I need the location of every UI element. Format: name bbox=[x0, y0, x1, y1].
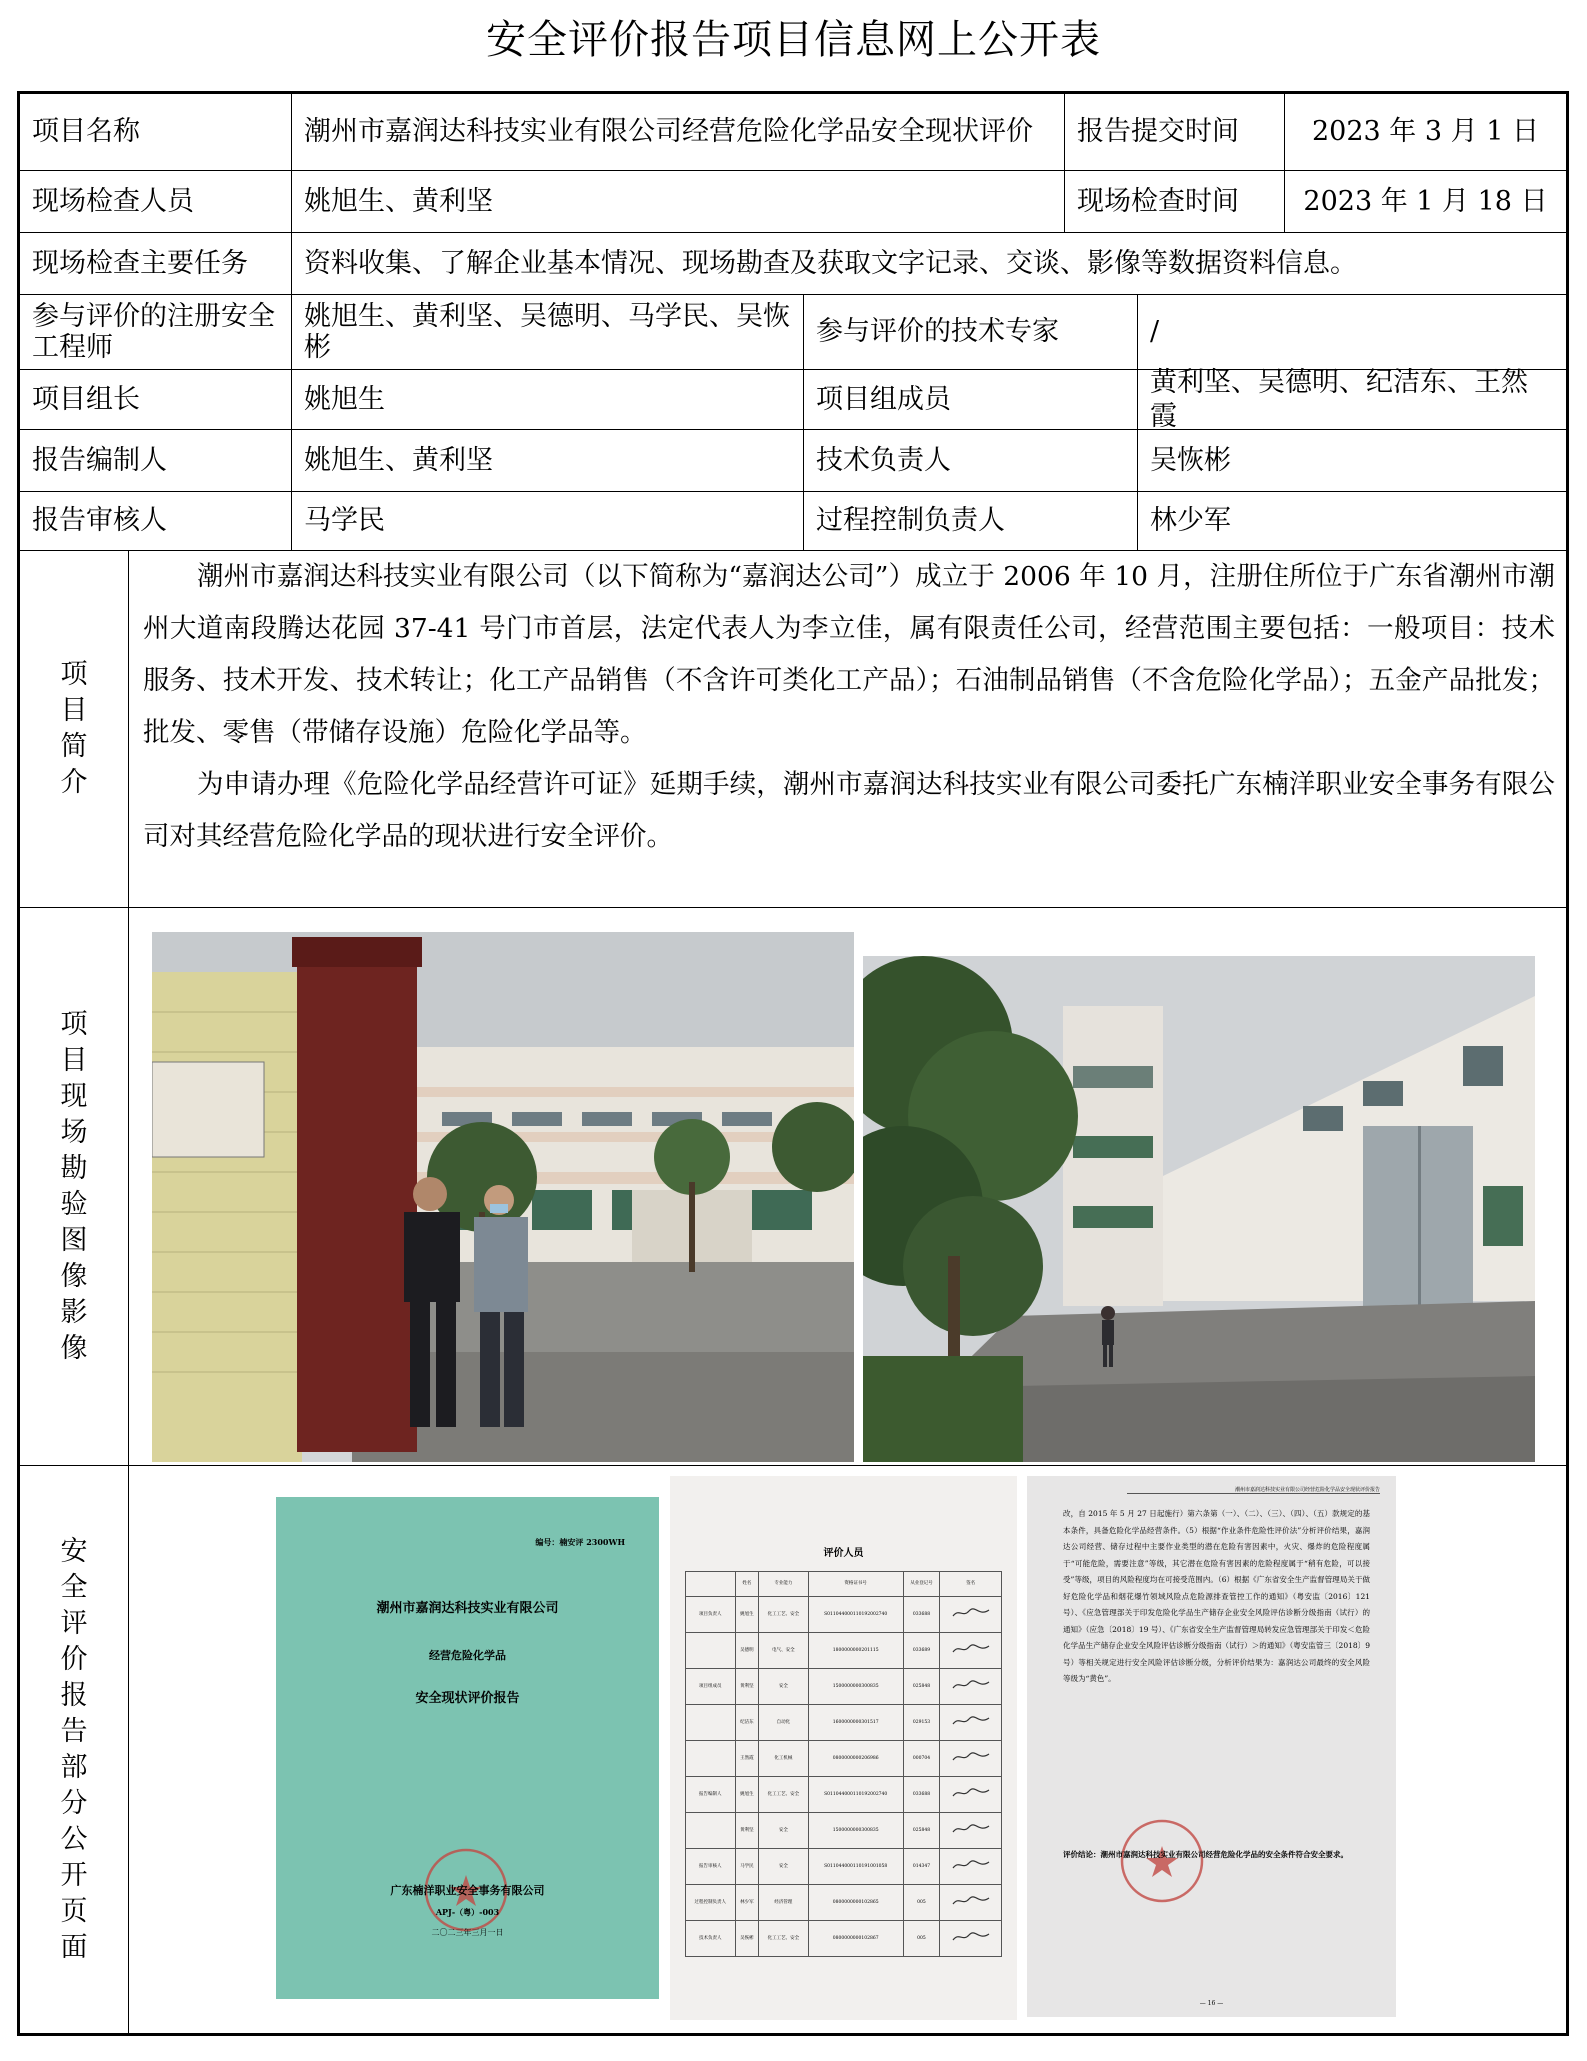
staff-cell: 025848 bbox=[903, 1669, 940, 1705]
members-value: 黄利坚、吴德明、纪洁东、王然霞 bbox=[1138, 370, 1566, 430]
staff-cell: 黄利坚 bbox=[735, 1669, 759, 1705]
staff-cell: 化工机械 bbox=[759, 1741, 809, 1777]
staff-table bbox=[685, 1571, 1002, 1957]
signature-cell bbox=[940, 1921, 1002, 1957]
staff-cell: 005 bbox=[903, 1921, 940, 1957]
staff-cell bbox=[686, 1813, 736, 1849]
staff-row bbox=[686, 1669, 1002, 1705]
staff-header-cell: 姓名 bbox=[735, 1572, 759, 1597]
staff-cell bbox=[686, 1633, 736, 1669]
staff-row bbox=[686, 1633, 1002, 1669]
staff-cell: 电气、安全 bbox=[759, 1633, 809, 1669]
staff-cell: 0800000000102865 bbox=[808, 1885, 903, 1921]
project-name-label: 项目名称 bbox=[20, 94, 292, 171]
staff-cell: 自动化 bbox=[759, 1705, 809, 1741]
staff-row bbox=[686, 1705, 1002, 1741]
pages-label-cell bbox=[20, 1466, 129, 2033]
tech-lead-label: 技术负责人 bbox=[804, 430, 1138, 492]
staff-row bbox=[686, 1741, 1002, 1777]
intro-text bbox=[129, 551, 1569, 908]
staff-cell: 林少军 bbox=[735, 1885, 759, 1921]
staff-cell: 安全 bbox=[759, 1849, 809, 1885]
reviewer-label: 报告审核人 bbox=[20, 492, 292, 551]
intro-paragraph-1: 潮州市嘉润达科技实业有限公司（以下简称为“嘉润达公司”）成立于 2006 年 10 月，注册住所位于广东省潮州市潮州大道南段腾达花园 37-41 号门市首层，法定代表人为李立佳，属有限责任公司，经营范围主要包括：一般项目：技术服务、技术开发、技术转让；化工产品销售（不含许可类化工产品）；石油制品销售（不含危险化学品）；五金产品批发；批发、零售（带储存设施）危险化学品等。 bbox=[143, 561, 1555, 748]
cover-subtitle: 经营危险化学品 bbox=[429, 1649, 506, 1662]
staff-header-cell: 签名 bbox=[940, 1572, 1002, 1597]
tasks-label: 现场检查主要任务 bbox=[20, 233, 292, 295]
staff-header-cell: 资格证书号 bbox=[808, 1572, 903, 1597]
leader-value: 姚旭生 bbox=[292, 370, 804, 430]
submit-time-value: 2023 年 3 月 1 日 bbox=[1285, 94, 1566, 171]
cover-report-title: 安全现状评价报告 bbox=[415, 1691, 520, 1706]
staff-cell: 化工工艺、安全 bbox=[759, 1777, 809, 1813]
signature-cell bbox=[940, 1849, 1002, 1885]
staff-cell: 黄利坚 bbox=[735, 1813, 759, 1849]
staff-cell: 005 bbox=[903, 1885, 940, 1921]
staff-cell: 1500000000300835 bbox=[808, 1813, 903, 1849]
staff-row bbox=[686, 1597, 1002, 1633]
signature-cell bbox=[940, 1885, 1002, 1921]
staff-row bbox=[686, 1777, 1002, 1813]
staff-cell: 安全 bbox=[759, 1813, 809, 1849]
staff-cell: 033689 bbox=[903, 1633, 940, 1669]
inspect-time-label: 现场检查时间 bbox=[1065, 171, 1285, 233]
staff-row bbox=[686, 1885, 1002, 1921]
staff-cell: 化工工艺、安全 bbox=[759, 1921, 809, 1957]
site-photo-courtyard bbox=[863, 956, 1535, 1462]
staff-cell: 报告编制人 bbox=[686, 1777, 736, 1813]
cover-date: 二〇二三年三月一日 bbox=[431, 1928, 504, 1937]
staff-cell: 纪洁东 bbox=[735, 1705, 759, 1741]
staff-cell: 经济管理 bbox=[759, 1885, 809, 1921]
staff-cell: 025848 bbox=[903, 1813, 940, 1849]
staff-cell: 033688 bbox=[903, 1597, 940, 1633]
staff-cell: 姚旭生 bbox=[735, 1597, 759, 1633]
staff-cell: 王然霞 bbox=[735, 1741, 759, 1777]
staff-cell: 马学民 bbox=[735, 1849, 759, 1885]
conclusion-header: 潮州市嘉润达科技实业有限公司经营危险化学品安全现状评价报告 bbox=[1127, 1486, 1380, 1494]
intro-label-cell bbox=[20, 551, 129, 908]
staff-row bbox=[686, 1813, 1002, 1849]
staff-cell: 0800000000102867 bbox=[808, 1921, 903, 1957]
members-label: 项目组成员 bbox=[804, 370, 1138, 430]
process-lead-value: 林少军 bbox=[1138, 492, 1566, 551]
report-staff-page bbox=[670, 1476, 1017, 2020]
staff-cell: 吴德明 bbox=[735, 1633, 759, 1669]
experts-value: / bbox=[1138, 295, 1566, 370]
inspectors-label: 现场检查人员 bbox=[20, 171, 292, 233]
staff-cell: 技术负责人 bbox=[686, 1921, 736, 1957]
staff-cell: 安全 bbox=[759, 1669, 809, 1705]
staff-cell bbox=[686, 1741, 736, 1777]
page-title: 安全评价报告项目信息网上公开表 bbox=[486, 17, 1101, 63]
photos-label-cell bbox=[20, 908, 129, 1466]
staff-cell: 报告审核人 bbox=[686, 1849, 736, 1885]
signature-cell bbox=[940, 1777, 1002, 1813]
staff-cell: 000704 bbox=[903, 1741, 940, 1777]
report-conclusion-page bbox=[1027, 1476, 1396, 2017]
signature-cell bbox=[940, 1597, 1002, 1633]
cover-issuer: 广东楠洋职业安全事务有限公司 bbox=[390, 1884, 545, 1897]
reviewer-value: 马学民 bbox=[292, 492, 804, 551]
staff-cell: 014347 bbox=[903, 1849, 940, 1885]
signature-cell bbox=[940, 1705, 1002, 1741]
staff-header-cell: 从业登记号 bbox=[903, 1572, 940, 1597]
staff-cell: S011044000110191001058 bbox=[808, 1849, 903, 1885]
submit-time-label: 报告提交时间 bbox=[1065, 94, 1285, 171]
info-table bbox=[17, 91, 1569, 2036]
staff-header-cell: 专业能力 bbox=[759, 1572, 809, 1597]
staff-cell: 过程控制负责人 bbox=[686, 1885, 736, 1921]
photos-label: 项目现场勘验图像影像 bbox=[60, 1008, 88, 1364]
signature-cell bbox=[940, 1813, 1002, 1849]
signature-cell bbox=[940, 1669, 1002, 1705]
signature-cell bbox=[940, 1741, 1002, 1777]
staff-cell: 项目组成员 bbox=[686, 1669, 736, 1705]
intro-label: 项目简介 bbox=[60, 659, 88, 798]
staff-cell: S011044000110192002740 bbox=[808, 1597, 903, 1633]
staff-cell: 化工工艺、安全 bbox=[759, 1597, 809, 1633]
cover-cert: APJ-（粤）-003 bbox=[435, 1907, 500, 1917]
staff-cell: 1600000000301517 bbox=[808, 1705, 903, 1741]
staff-cell: 029153 bbox=[903, 1705, 940, 1741]
staff-row bbox=[686, 1921, 1002, 1957]
conclusion-body: 改，自 2015 年 5 月 27 日起施行）第六条第（一）、（二）、（三）、（四）、（五）款规定的基本条件，具备危险化学品经营条件。（5）根据“作业条件危险性评价法”分析评价结果，嘉润达公司经营、储存过程中主要作业类型的潜在危险有害因素中，火灾、爆炸的危险程度属于“可能危险，需要注意”等级，其它潜在危险有害因素的危险程度属于“稍有危险，可以接受”等级，项目的风险程度均在可接受范围内。（6）根据《广东省安全生产监督管理局关于做好危险化学品和烟花爆竹领域风险点危险源排查管控工作的通知》（粤安监〔2016〕121 号）、《应急管理部关于印发危险化学品生产储存企业安全风险评估诊断分级指南（试行）的通知》（应急〔2018〕19 号）、《广东省安全生产监督管理局转发应急管理部关于印发＜危险化学品生产储存企业安全风险评估诊断分级指南（试行）＞的通知》（粤安监管三〔2018〕9 号）等相关规定进行安全风险评估诊断分级，分析评价结果为：嘉润达公司最终的安全风险等级为“黄色”。 bbox=[1063, 1509, 1370, 1683]
staff-title: 评价人员 bbox=[823, 1548, 864, 1559]
compiler-label: 报告编制人 bbox=[20, 430, 292, 492]
conclusion-verdict: 评价结论：潮州市嘉润达科技实业有限公司经营危险化学品的安全条件符合安全要求。 bbox=[1063, 1850, 1348, 1859]
inspect-time-value: 2023 年 1 月 18 日 bbox=[1285, 171, 1566, 233]
staff-cell: 0800000000206986 bbox=[808, 1741, 903, 1777]
intro-paragraph-2: 为申请办理《危险化学品经营许可证》延期手续，潮州市嘉润达科技实业有限公司委托广东楠洋职业安全事务有限公司对其经营危险化学品的现状进行安全评价。 bbox=[143, 769, 1555, 852]
pages-label: 安全评价报告部分公开页面 bbox=[60, 1535, 88, 1963]
staff-cell bbox=[686, 1705, 736, 1741]
report-cover bbox=[276, 1497, 659, 1999]
staff-header-cell bbox=[686, 1572, 736, 1597]
staff-cell: 姚旭生 bbox=[735, 1777, 759, 1813]
staff-cell: 1500000000300835 bbox=[808, 1669, 903, 1705]
staff-cell: S011044000110192002740 bbox=[808, 1777, 903, 1813]
staff-cell: 项目负责人 bbox=[686, 1597, 736, 1633]
engineers-value: 姚旭生、黄利坚、吴德明、马学民、吴恢彬 bbox=[292, 295, 804, 370]
staff-cell: 吴恢彬 bbox=[735, 1921, 759, 1957]
staff-cell: 1800000000201115 bbox=[808, 1633, 903, 1669]
cover-number: 编号：楠安评 2300WH bbox=[535, 1537, 625, 1547]
leader-label: 项目组长 bbox=[20, 370, 292, 430]
inspectors-value: 姚旭生、黄利坚 bbox=[292, 171, 1065, 233]
tasks-value: 资料收集、了解企业基本情况、现场勘查及获取文字记录、交谈、影像等数据资料信息。 bbox=[292, 233, 1566, 295]
tech-lead-value: 吴恢彬 bbox=[1138, 430, 1566, 492]
compiler-value: 姚旭生、黄利坚 bbox=[292, 430, 804, 492]
engineers-label: 参与评价的注册安全工程师 bbox=[20, 295, 292, 370]
staff-cell: 033688 bbox=[903, 1777, 940, 1813]
site-photo-entrance bbox=[152, 932, 854, 1462]
conclusion-page-number: — 16 — bbox=[1199, 2000, 1224, 2007]
project-name-value: 潮州市嘉润达科技实业有限公司经营危险化学品安全现状评价 bbox=[292, 94, 1065, 171]
cover-company: 潮州市嘉润达科技实业有限公司 bbox=[376, 1601, 559, 1616]
experts-label: 参与评价的技术专家 bbox=[804, 295, 1138, 370]
staff-row bbox=[686, 1849, 1002, 1885]
process-lead-label: 过程控制负责人 bbox=[804, 492, 1138, 551]
signature-cell bbox=[940, 1633, 1002, 1669]
